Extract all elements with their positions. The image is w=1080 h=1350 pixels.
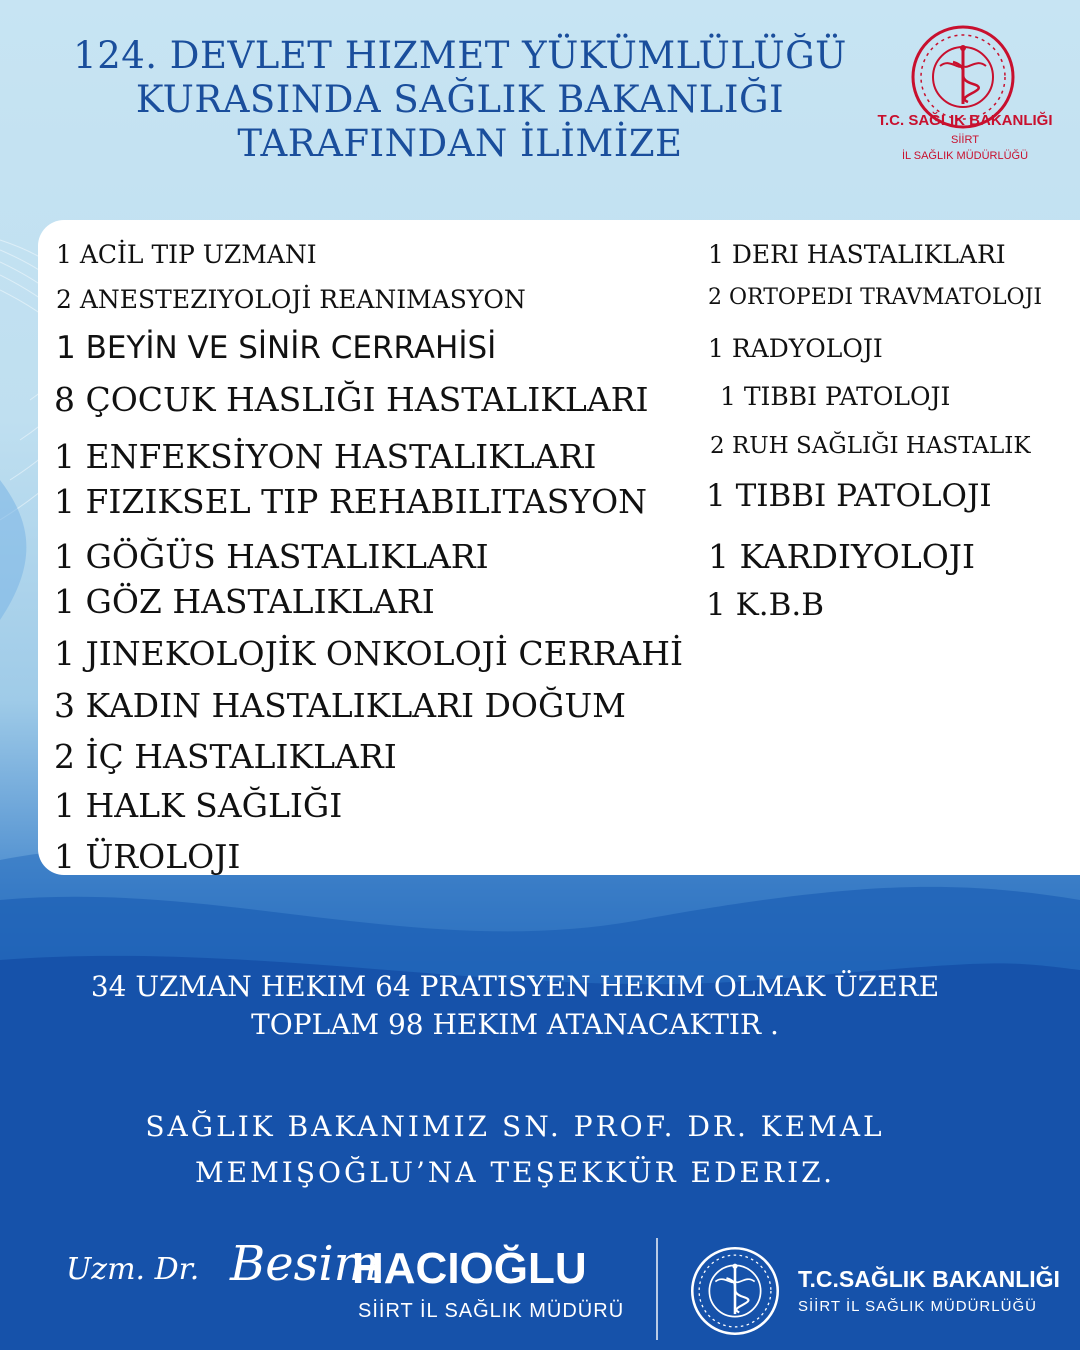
thanks-line-1: SAĞLIK BAKANIMIZ SN. PROF. DR. KEMAL [145,1110,885,1143]
list-item: 1 BEYİN VE SİNİR CERRAHİSİ [56,330,497,366]
list-item: 2 RUH SAĞLIĞI HASTALIK [710,433,1031,459]
page-title [20,34,900,166]
list-item: 2 ANESTEZIYOLOJİ REANIMASYON [56,285,526,314]
footer-org-sub: SİİRT İL SAĞLIK MÜDÜRLÜĞÜ [798,1298,1037,1315]
list-item: 1 HALK SAĞLIĞI [54,786,343,825]
footer-divider [656,1238,658,1340]
list-item: 1 KARDIYOLOJI [708,537,976,576]
signature-role: SİİRT İL SAĞLIK MÜDÜRÜ [358,1300,625,1322]
list-item: 1 GÖZ HASTALIKLARI [54,582,435,621]
list-item: 1 FIZIKSEL TIP REHABILITASYON [54,482,648,521]
list-item: 1 ACİL TIP UZMANI [56,240,317,269]
title-line-2: KURASINDA SAĞLIK BAKANLIĞI [135,78,785,121]
summary-line-1: 34 UZMAN HEKIM 64 PRATISYEN HEKIM OLMAK ÜZERE [90,970,940,1003]
list-item: 3 KADIN HASTALIKLARI DOĞUM [54,686,626,725]
summary-text [0,968,1030,1044]
list-item: 2 İÇ HASTALIKLARI [54,737,397,776]
list-item: 1 RADYOLOJI [708,334,883,363]
title-line-1: 124. DEVLET HIZMET YÜKÜMLÜLÜĞÜ [73,34,847,77]
org-department: İL SAĞLIK MÜDÜRLÜĞÜ [901,150,1029,162]
list-item: 1 ENFEKSİYON HASTALIKLARI [54,437,597,476]
signature-surname: HACIOĞLU [352,1244,587,1293]
list-item: 1 TIBBI PATOLOJI [706,478,992,514]
list-item: 1 TIBBI PATOLOJI [720,382,951,411]
ministry-logo-white-icon [688,1244,782,1338]
list-item: 1 K.B.B [706,587,825,623]
summary-line-2: TOPLAM 98 HEKIM ATANACAKTIR . [251,1008,779,1041]
list-item: 1 DERI HASTALIKLARI [708,240,1006,269]
list-item: 8 ÇOCUK HASLIĞI HASTALIKLARI [54,380,649,419]
list-item: 1 GÖĞÜS HASTALIKLARI [54,537,489,576]
list-item: 1 ÜROLOJI [54,837,241,876]
org-city: SİİRT [951,134,979,146]
signature-first-name: Besim [230,1236,380,1292]
list-item: 2 ORTOPEDI TRAVMATOLOJI [708,285,1043,310]
footer-org-name: T.C.SAĞLIK BAKANLIĞI [798,1266,1060,1292]
title-line-3: TARAFINDAN İLİMİZE [237,122,683,165]
signature-title: Uzm. Dr. [66,1252,200,1287]
list-item: 1 JINEKOLOJİK ONKOLOJİ CERRAHİ [54,634,684,673]
org-name: T.C. SAĞLIK BAKANLIĞI [877,112,1053,129]
thanks-line-2: MEMIŞOĞLU’NA TEŞEKKÜR EDERIZ. [194,1156,835,1189]
thanks-text [0,1104,1030,1196]
